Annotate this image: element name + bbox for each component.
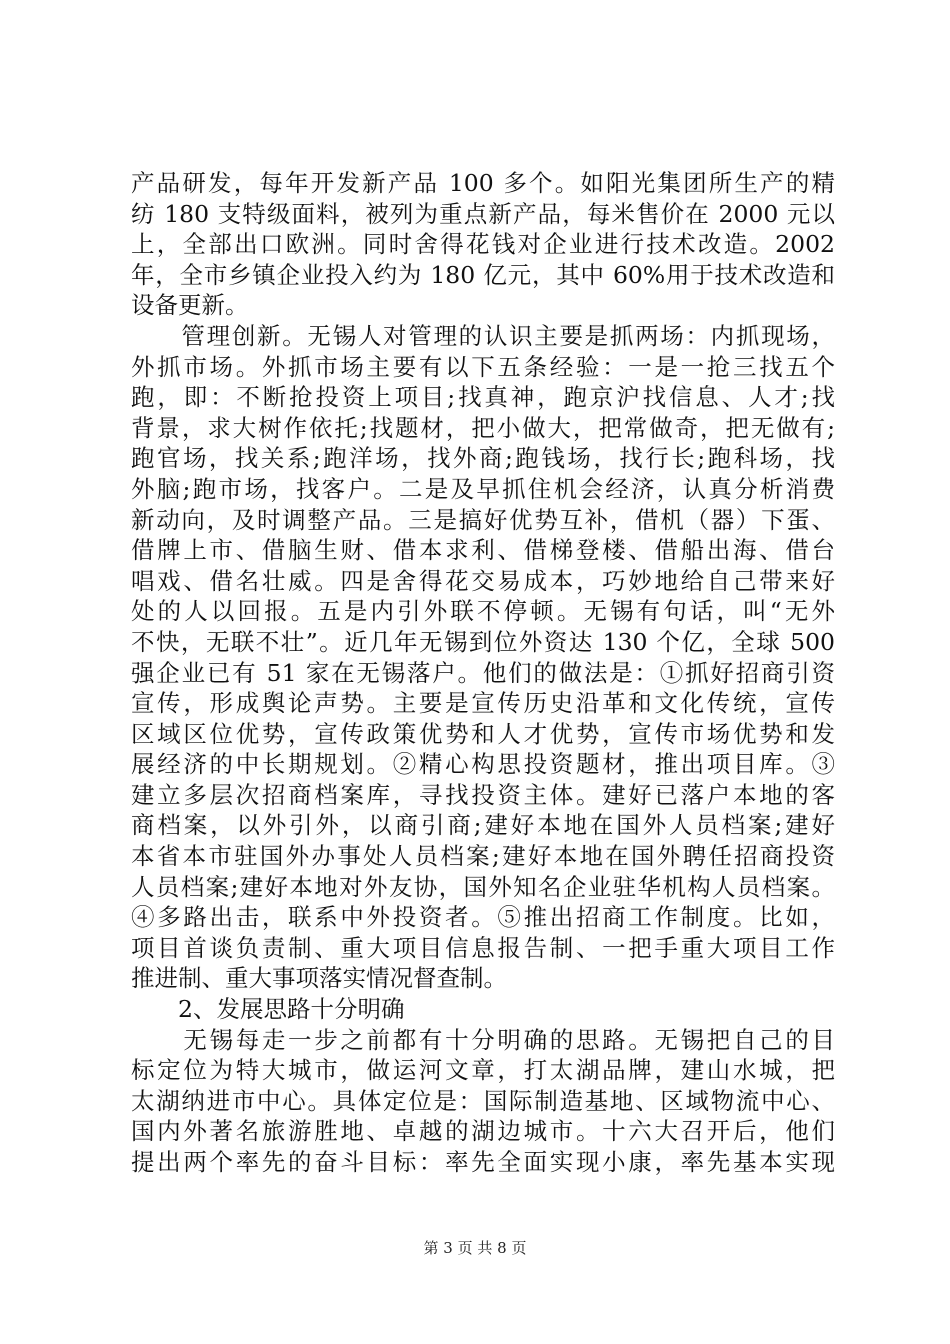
paragraph-first-line: 管理创新。无锡人对管理的认识主要是抓两场：内抓现场， xyxy=(131,321,835,350)
text-line: 项目首谈负责制、重大项目信息报告制、一把手重大项目工作 xyxy=(131,933,835,962)
text-line: 提出两个率先的奋斗目标：率先全面实现小康，率先基本实现 xyxy=(131,1148,835,1176)
text-line: 人员档案;建好本地对外友协，国外知名企业驻华机构人员档案。 xyxy=(131,872,835,901)
text-line: 上，全部出口欧洲。同时舍得花钱对企业进行技术改造。2002 xyxy=(131,230,835,259)
paragraph-end-line: 推进制、重大事项落实情况督查制。 xyxy=(131,964,507,993)
text-line: 展经济的中长期规划。②精心构思投资题材，推出项目库。③ xyxy=(131,750,835,779)
text-line: 太湖纳进市中心。具体定位是：国际制造基地、区域物流中心、 xyxy=(131,1086,835,1115)
text-line: 处的人以回报。五是内引外联不停顿。无锡有句话，叫“无外 xyxy=(131,597,835,626)
document-body xyxy=(131,168,835,1178)
text-line: 产品研发，每年开发新产品 100 多个。如阳光集团所生产的精 xyxy=(131,169,835,197)
text-line: 外抓市场。外抓市场主要有以下五条经验：一是一抢三找五个 xyxy=(131,352,835,381)
text-line: 国内外著名旅游胜地、卓越的湖边城市。十六大召开后，他们 xyxy=(131,1117,835,1146)
text-line: ④多路出击，联系中外投资者。⑤推出招商工作制度。比如， xyxy=(131,903,835,932)
text-line: 唱戏、借名壮威。四是舍得花交易成本，巧妙地给自己带来好 xyxy=(131,566,835,595)
page-number-footer: 第 3 页 共 8 页 xyxy=(423,1239,527,1257)
paragraph-first-line: 无锡每走一步之前都有十分明确的思路。无锡把自己的目 xyxy=(131,1025,835,1054)
text-line: 纺 180 支特级面料，被列为重点新产品，每米售价在 2000 元以 xyxy=(131,199,835,228)
text-line: 区域区位优势，宣传政策优势和人才优势，宣传市场优势和发 xyxy=(131,719,835,748)
text-line: 商档案，以外引外，以商引商;建好本地在国外人员档案;建好 xyxy=(131,811,835,840)
text-line: 不快，无联不壮”。近几年无锡到位外资达 130 个亿，全球 500 xyxy=(131,627,835,656)
text-line: 标定位为特大城市，做运河文章，打太湖品牌，建山水城，把 xyxy=(131,1056,835,1085)
text-line: 外脑;跑市场，找客户。二是及早抓住机会经济，认真分析消费 xyxy=(131,474,835,503)
text-line: 借牌上市、借脑生财、借本求利、借梯登楼、借船出海、借台 xyxy=(131,536,835,565)
text-line: 背景，求大树作依托;找题材，把小做大，把常做奇，把无做有; xyxy=(131,413,835,442)
text-line: 宣传，形成舆论声势。主要是宣传历史沿革和文化传统，宣传 xyxy=(131,689,835,718)
paragraph-end-line: 设备更新。 xyxy=(131,291,249,320)
text-line: 建立多层次招商档案库，寻找投资主体。建好已落户本地的客 xyxy=(131,780,835,809)
text-line: 强企业已有 51 家在无锡落户。他们的做法是：①抓好招商引资 xyxy=(131,658,835,687)
text-line: 跑，即：不断抢投资上项目;找真神，跑京沪找信息、人才;找 xyxy=(131,383,835,412)
section-heading: 2、发展思路十分明确 xyxy=(131,995,405,1024)
text-line: 本省本市驻国外办事处人员档案;建好本地在国外聘任招商投资 xyxy=(131,842,835,871)
text-line: 新动向，及时调整产品。三是搞好优势互补，借机（器）下蛋、 xyxy=(131,505,835,534)
text-line: 跑官场，找关系;跑洋场，找外商;跑钱场，找行长;跑科场，找 xyxy=(131,444,835,473)
text-line: 年，全市乡镇企业投入约为 180 亿元，其中 60%用于技术改造和 xyxy=(131,260,835,289)
